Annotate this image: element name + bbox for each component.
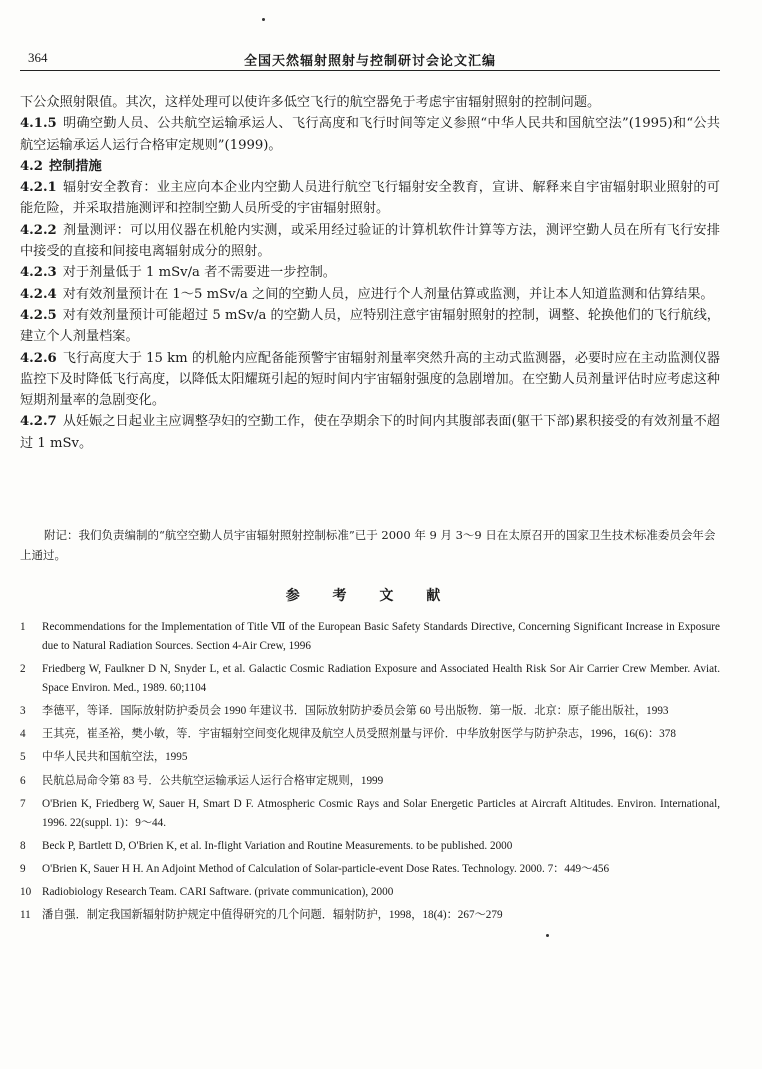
reference-number: 11 xyxy=(20,909,31,922)
section-text: 从妊娠之日起业主应调整孕妇的空勤工作，使在孕期余下的时间内其腹部表面(躯干下部)累积接受的有效剂量不超过 1 mSv。 xyxy=(20,414,720,451)
section-number: 4.2.6 xyxy=(20,350,57,366)
section-text: 剂量测评：可以用仪器在机舱内实测，或采用经过验证的计算机软件计算等方法，测评空勤人员在所有飞行安排中接受的直接和间接电离辐射成分的照射。 xyxy=(20,222,720,260)
section-text: 对于剂量低于 1 mSv/a 者不需要进一步控制。 xyxy=(62,265,336,281)
reference-item xyxy=(20,660,720,698)
remark-text: 附记：我们负责编制的“航空空勤人员宇宙辐射照射控制标准”已于 2000 年 9 月 3～9 日在太原召开的国家卫生技术标准委员会年会上通过。 xyxy=(20,528,716,562)
reference-number: 10 xyxy=(20,886,32,899)
reference-item xyxy=(20,748,720,767)
section-4-2-3 xyxy=(20,262,720,283)
section-4-2-4 xyxy=(20,284,720,305)
reference-item xyxy=(20,906,720,925)
reference-number: 3 xyxy=(20,704,26,717)
section-number: 4.2.4 xyxy=(20,286,57,302)
section-text: 辐射安全教育：业主应向本企业内空勤人员进行航空飞行辐射安全教育，宣讲、解释来自宇宙辐射职业照射的可能危险，并采取措施测评和控制空勤人员所受的宇宙辐射照射。 xyxy=(20,180,720,217)
reference-number: 6 xyxy=(20,774,26,787)
section-number: 4.1.5 xyxy=(20,116,57,132)
reference-number: 8 xyxy=(20,839,26,852)
section-number: 4.2.2 xyxy=(20,222,57,238)
reference-item xyxy=(20,725,720,744)
scan-speck xyxy=(546,934,549,937)
reference-text: 李德平，等译．国际放射防护委员会 1990 年建议书．国际放射防护委员会第 60 号出版物．第一版．北京：原子能出版社，1993 xyxy=(42,704,669,717)
reference-item xyxy=(20,837,720,856)
section-text: 对有效剂量预计可能超过 5 mSv/a 的空勤人员，应特别注意宇宙辐射照射的控制，调整、轮换他们的飞行航线，建立个人剂量档案。 xyxy=(20,307,720,345)
reference-text: 王其亮，崔圣裕，樊小敏，等．宇宙辐射空间变化规律及航空人员受照剂量与评价．中华放射医学与防护杂志，1996，16(6)：378 xyxy=(42,728,676,741)
reference-number: 5 xyxy=(20,751,26,764)
reference-number: 9 xyxy=(20,862,26,875)
section-title: 控制措施 xyxy=(48,158,102,174)
page-number: 364 xyxy=(28,50,48,65)
reference-text: O'Brien K, Friedberg W, Sauer H, Smart D F. Atmospheric Cosmic Rays and Solar Energetic Particles at Aircraft Altitudes. Environ. International, 1996. 22(suppl. 1)：9～44. xyxy=(42,797,720,829)
section-text: 明确空勤人员、公共航空运输承运人、飞行高度和飞行时间等定义参照“中华人民共和国航空法”(1995)和“公共航空运输承运人运行合格审定规则”(1999)。 xyxy=(20,116,720,153)
reference-item xyxy=(20,883,720,902)
footnote-remark xyxy=(20,525,720,565)
reference-number: 1 xyxy=(20,621,26,633)
section-4-2-7 xyxy=(20,411,720,454)
scan-speck xyxy=(262,18,265,21)
reference-item xyxy=(20,618,720,656)
section-number: 4.2 xyxy=(20,158,43,174)
running-title: 全国天然辐射照射与控制研讨会论文汇编 xyxy=(243,54,496,69)
section-text: 对有效剂量预计在 1～5 mSv/a 之间的空勤人员，应进行个人剂量估算或监测，并让本人知道监测和估算结果。 xyxy=(62,286,714,302)
reference-text: O'Brien K, Sauer H H. An Adjoint Method of Calculation of Solar-particle-event Dose Rates. Technology. 2000. 7：449～456 xyxy=(42,862,610,875)
reference-text: Beck P, Bartlett D, O'Brien K, et al. In-flight Variation and Routine Measurements. to be published. 2000 xyxy=(42,839,513,852)
reference-text: Friedberg W, Faulkner D N, Snyder L, et al. Galactic Cosmic Radiation Exposure and Associated Health Risk Sor Air Carrier Crew Member. Aviat. Space Environ. Med., 1989. 60;1104 xyxy=(42,662,720,694)
section-4-1-5 xyxy=(20,113,720,156)
section-4-2-5 xyxy=(20,305,720,348)
reference-list xyxy=(20,618,720,929)
reference-item xyxy=(20,702,720,721)
section-number: 4.2.5 xyxy=(20,307,57,323)
reference-number: 7 xyxy=(20,797,26,810)
references-heading: 参 考 文 献 xyxy=(285,588,455,604)
reference-text: Radiobiology Research Team. CARI Saftware. (private communication), 2000 xyxy=(42,886,394,899)
section-number: 4.2.3 xyxy=(20,265,57,281)
section-text: 飞行高度大于 15 km 的机舱内应配备能预警宇宙辐射剂量率突然升高的主动式监测器，必要时应在主动监测仪器监控下及时降低飞行高度，以降低太阳耀斑引起的短时间内宇宙辐射强度的急剧增加。在空勤人员剂量评估时应考虑这种短期剂量率的急剧变化。 xyxy=(20,350,720,409)
section-number: 4.2.7 xyxy=(20,414,57,430)
section-4-2-1 xyxy=(20,177,720,220)
reference-item xyxy=(20,772,720,791)
reference-item xyxy=(20,795,720,833)
section-4-2-6 xyxy=(20,348,720,412)
reference-text: 民航总局命令第 83 号．公共航空运输承运人运行合格审定规则，1999 xyxy=(42,774,384,787)
running-header xyxy=(20,48,720,71)
reference-text: Recommendations for the Implementation of Title Ⅶ of the European Basic Safety Standards Directive, Concerning Significant Increase in Exposure due to Natural Radiation Sources. Section 4-Air Crew, 1996 xyxy=(42,621,720,652)
reference-text: 潘自强．制定我国新辐射防护规定中值得研究的几个问题．辐射防护，1998，18(4)：267～279 xyxy=(42,909,503,922)
paragraph-intro xyxy=(20,92,720,113)
reference-item xyxy=(20,860,720,879)
section-number: 4.2.1 xyxy=(20,180,57,196)
reference-number: 2 xyxy=(20,662,26,675)
paragraph-intro-text: 下公众照射限值。其次，这样处理可以使许多低空飞行的航空器免于考虑宇宙辐射照射的控制问题。 xyxy=(20,95,601,110)
section-4-2-heading xyxy=(20,156,720,177)
body-text xyxy=(20,92,720,454)
reference-text: 中华人民共和国航空法，1995 xyxy=(42,751,188,764)
reference-number: 4 xyxy=(20,728,26,741)
section-4-2-2 xyxy=(20,220,720,263)
